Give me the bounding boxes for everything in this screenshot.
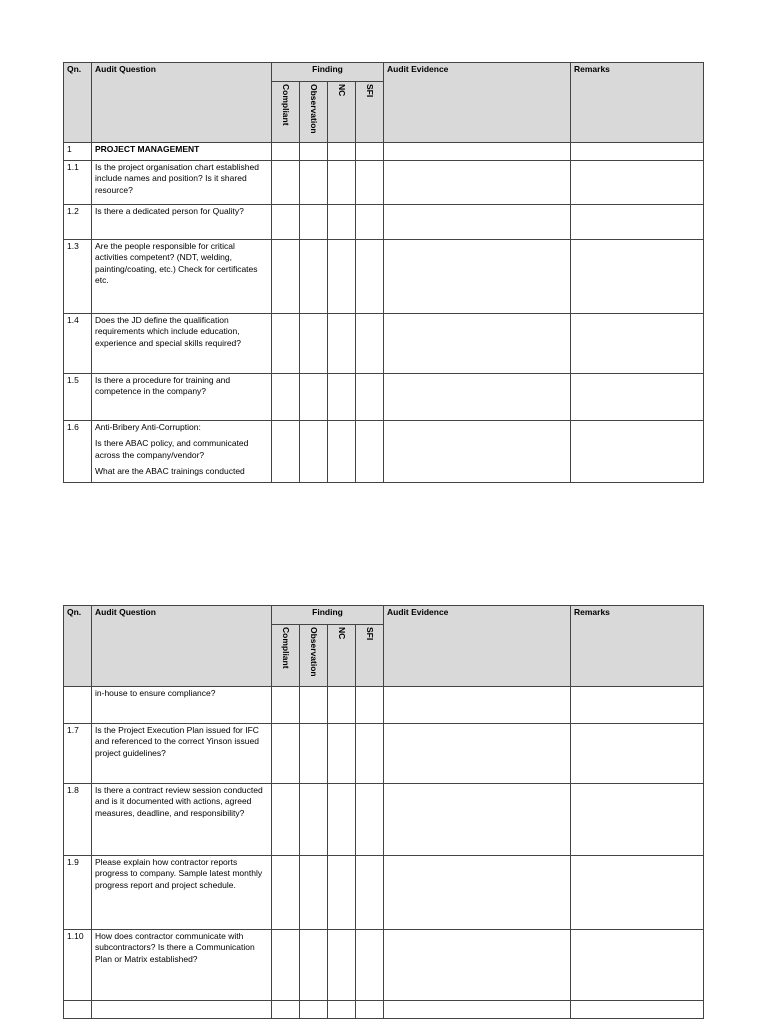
nc-label: NC [337, 84, 348, 97]
observation-cell[interactable] [300, 724, 328, 784]
question-number [64, 687, 92, 724]
audit-question-text: Is there a procedure for training and competence in the company? [95, 375, 231, 397]
observation-cell[interactable] [300, 240, 328, 314]
audit-evidence-cell[interactable] [384, 724, 571, 784]
audit-question-text: Is the project organisation chart established include names and position? Is it shared resource? [95, 162, 259, 195]
sfi-cell[interactable] [356, 143, 384, 161]
header-sfi [356, 625, 384, 687]
nc-cell[interactable] [328, 240, 356, 314]
audit-evidence-cell[interactable] [384, 930, 571, 1001]
compliant-cell[interactable] [272, 143, 300, 161]
table-row [64, 143, 704, 161]
question-number: 1.1 [64, 161, 92, 205]
question-number: 1 [64, 143, 92, 161]
audit-question-text: What are the ABAC trainings conducted [95, 466, 245, 477]
observation-label: Observation [309, 627, 320, 677]
audit-question-cell [92, 421, 272, 483]
audit-question-text: Is there a dedicated person for Quality? [95, 206, 244, 216]
nc-cell[interactable] [328, 314, 356, 374]
table-row [64, 314, 704, 374]
sfi-cell[interactable] [356, 856, 384, 930]
sfi-cell[interactable] [356, 930, 384, 1001]
question-number: 1.10 [64, 930, 92, 1001]
sfi-cell[interactable] [356, 687, 384, 724]
audit-evidence-cell[interactable] [384, 856, 571, 930]
compliant-cell[interactable] [272, 314, 300, 374]
header-compliant [272, 625, 300, 687]
nc-cell[interactable] [328, 930, 356, 1001]
header-observation [300, 82, 328, 143]
nc-cell[interactable] [328, 421, 356, 483]
sfi-cell[interactable] [356, 205, 384, 240]
sfi-cell[interactable] [356, 161, 384, 205]
question-number: 1.3 [64, 240, 92, 314]
sfi-cell[interactable] [356, 784, 384, 856]
observation-cell[interactable] [300, 205, 328, 240]
audit-evidence-cell[interactable] [384, 143, 571, 161]
nc-cell[interactable] [328, 374, 356, 421]
audit-question-text: PROJECT MANAGEMENT [95, 144, 200, 154]
audit-evidence-cell[interactable] [384, 1001, 571, 1019]
header-qn: Qn. [64, 63, 92, 143]
compliant-cell[interactable] [272, 724, 300, 784]
nc-cell[interactable] [328, 724, 356, 784]
sfi-cell[interactable] [356, 1001, 384, 1019]
audit-evidence-cell[interactable] [384, 421, 571, 483]
compliant-cell[interactable] [272, 930, 300, 1001]
remarks-cell[interactable] [571, 161, 704, 205]
audit-question-cell [92, 374, 272, 421]
header-observation [300, 625, 328, 687]
observation-cell[interactable] [300, 421, 328, 483]
audit-question-text: Does the JD define the qualification requirements which include education, experience and special skills required? [95, 315, 241, 348]
compliant-cell[interactable] [272, 784, 300, 856]
table-row [64, 784, 704, 856]
sfi-label: SFI [365, 627, 376, 641]
header-compliant [272, 82, 300, 143]
table-row [64, 724, 704, 784]
remarks-cell[interactable] [571, 421, 704, 483]
audit-evidence-cell[interactable] [384, 314, 571, 374]
observation-label: Observation [309, 84, 320, 134]
nc-cell[interactable] [328, 1001, 356, 1019]
question-number: 1.5 [64, 374, 92, 421]
header-remarks: Remarks [571, 606, 704, 687]
audit-question-cell [92, 724, 272, 784]
audit-evidence-cell[interactable] [384, 205, 571, 240]
header-nc [328, 82, 356, 143]
observation-cell[interactable] [300, 687, 328, 724]
audit-question-text: in-house to ensure compliance? [95, 688, 216, 698]
compliant-cell[interactable] [272, 421, 300, 483]
nc-cell[interactable] [328, 161, 356, 205]
audit-question-text: Is there ABAC policy, and communicated across the company/vendor? [95, 438, 249, 460]
compliant-cell[interactable] [272, 1001, 300, 1019]
table-row [64, 1001, 704, 1019]
nc-cell[interactable] [328, 784, 356, 856]
nc-cell[interactable] [328, 687, 356, 724]
audit-question-cell [92, 161, 272, 205]
table-row [64, 687, 704, 724]
nc-label: NC [337, 627, 348, 640]
sfi-cell[interactable] [356, 421, 384, 483]
nc-cell[interactable] [328, 856, 356, 930]
observation-cell[interactable] [300, 143, 328, 161]
header-qn: Qn. [64, 606, 92, 687]
audit-evidence-cell[interactable] [384, 374, 571, 421]
header-remarks: Remarks [571, 63, 704, 143]
sfi-label: SFI [365, 84, 376, 98]
audit-question-cell [92, 205, 272, 240]
audit-question-text: How does contractor communicate with subcontractors? Is there a Communication Plan or Matrix established? [95, 931, 255, 964]
remarks-cell[interactable] [571, 856, 704, 930]
remarks-cell[interactable] [571, 143, 704, 161]
header-audit-evidence: Audit Evidence [384, 63, 571, 143]
compliant-cell[interactable] [272, 240, 300, 314]
nc-cell[interactable] [328, 143, 356, 161]
question-number: 1.8 [64, 784, 92, 856]
remarks-cell[interactable] [571, 687, 704, 724]
table-row [64, 421, 704, 483]
audit-question-cell [92, 784, 272, 856]
header-nc [328, 625, 356, 687]
sfi-cell[interactable] [356, 314, 384, 374]
audit-question-text: Anti-Bribery Anti-Corruption: [95, 422, 201, 432]
table-row [64, 240, 704, 314]
compliant-cell[interactable] [272, 374, 300, 421]
remarks-cell[interactable] [571, 240, 704, 314]
sfi-cell[interactable] [356, 240, 384, 314]
audit-evidence-cell[interactable] [384, 161, 571, 205]
sfi-cell[interactable] [356, 374, 384, 421]
remarks-cell[interactable] [571, 724, 704, 784]
observation-cell[interactable] [300, 374, 328, 421]
observation-cell[interactable] [300, 856, 328, 930]
audit-question-text: Is the Project Execution Plan issued for IFC and referenced to the correct Yinson issued project guidelines? [95, 725, 259, 758]
remarks-cell[interactable] [571, 314, 704, 374]
remarks-cell[interactable] [571, 930, 704, 1001]
audit-question-cell [92, 314, 272, 374]
audit-question-text: Please explain how contractor reports progress to company. Sample latest monthly progress report and project schedule. [95, 857, 263, 890]
audit-question-cell [92, 856, 272, 930]
remarks-cell[interactable] [571, 784, 704, 856]
remarks-cell[interactable] [571, 205, 704, 240]
audit-question-cell [92, 930, 272, 1001]
header-finding: Finding [272, 606, 384, 625]
audit-evidence-cell[interactable] [384, 240, 571, 314]
sfi-cell[interactable] [356, 724, 384, 784]
remarks-cell[interactable] [571, 374, 704, 421]
compliant-cell[interactable] [272, 205, 300, 240]
compliant-cell[interactable] [272, 687, 300, 724]
audit-question-cell [92, 143, 272, 161]
observation-cell[interactable] [300, 1001, 328, 1019]
audit-evidence-cell[interactable] [384, 687, 571, 724]
header-audit-evidence: Audit Evidence [384, 606, 571, 687]
audit-question-cell [92, 240, 272, 314]
header-audit-question: Audit Question [92, 63, 272, 143]
observation-cell[interactable] [300, 161, 328, 205]
audit-question-text: Are the people responsible for critical activities competent? (NDT, welding, painting/coating, etc.) Check for certificates etc. [95, 241, 258, 286]
audit-question-cell [92, 687, 272, 724]
header-finding: Finding [272, 63, 384, 82]
audit-question-text: Is there a contract review session conducted and is it documented with actions, agreed measures, deadline, and responsibility? [95, 785, 263, 818]
nc-cell[interactable] [328, 205, 356, 240]
table-row [64, 374, 704, 421]
observation-cell[interactable] [300, 314, 328, 374]
observation-cell[interactable] [300, 930, 328, 1001]
table-row [64, 930, 704, 1001]
audit-evidence-cell[interactable] [384, 784, 571, 856]
audit-table-1 [63, 62, 704, 483]
question-number: 1.4 [64, 314, 92, 374]
question-number: 1.9 [64, 856, 92, 930]
table-row [64, 205, 704, 240]
compliant-label: Compliant [281, 84, 292, 126]
header-audit-question: Audit Question [92, 606, 272, 687]
question-number: 1.6 [64, 421, 92, 483]
question-number: 1.7 [64, 724, 92, 784]
audit-question-cell [92, 1001, 272, 1019]
table-row [64, 856, 704, 930]
question-number: 1.2 [64, 205, 92, 240]
compliant-cell[interactable] [272, 161, 300, 205]
compliant-label: Compliant [281, 627, 292, 669]
audit-table-2 [63, 605, 704, 1019]
observation-cell[interactable] [300, 784, 328, 856]
question-number [64, 1001, 92, 1019]
header-sfi [356, 82, 384, 143]
table-row [64, 161, 704, 205]
remarks-cell[interactable] [571, 1001, 704, 1019]
compliant-cell[interactable] [272, 856, 300, 930]
